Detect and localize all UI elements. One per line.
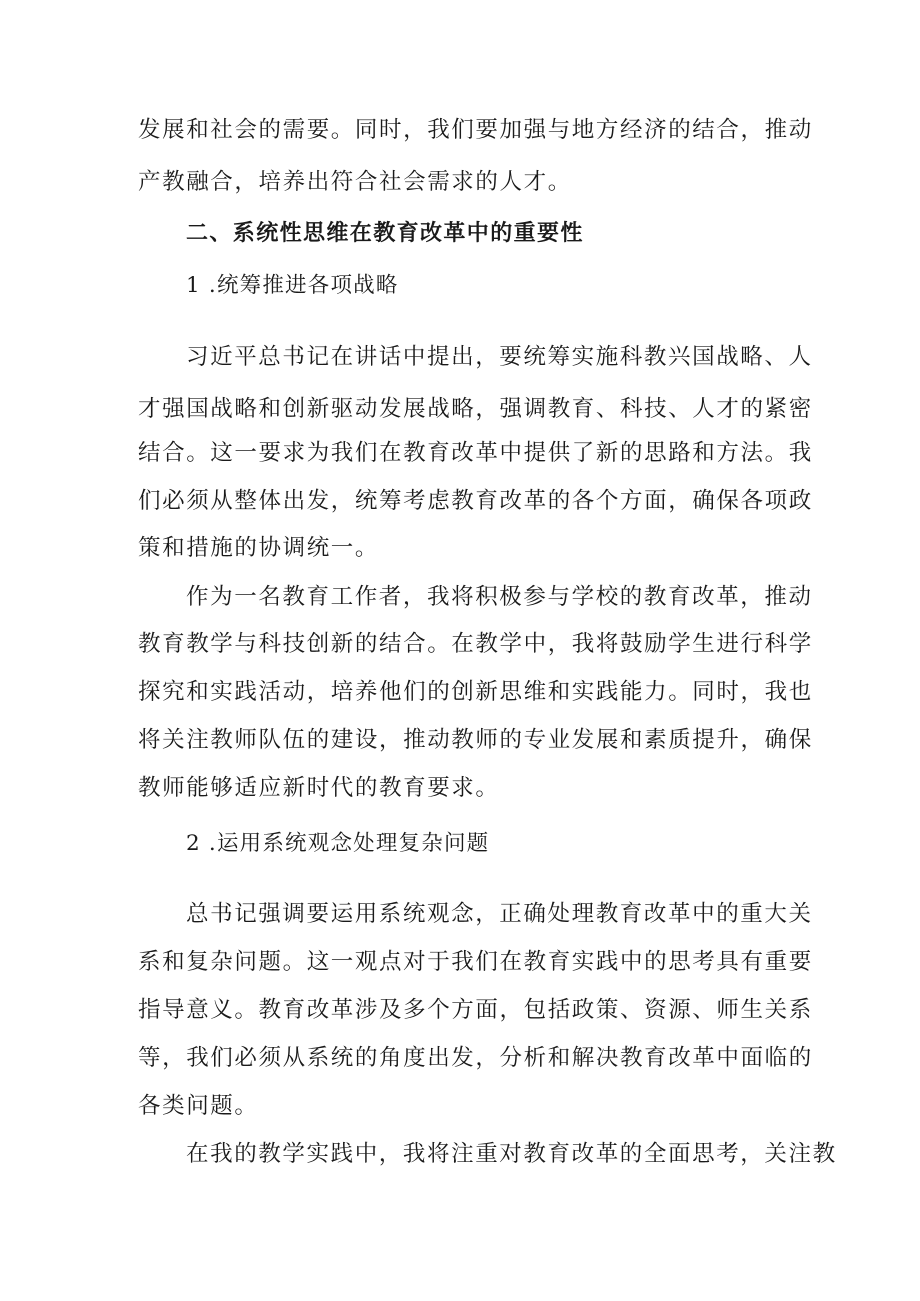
paragraph-line: 们必须从整体出发，统筹考虑教育改革的各个方面，确保各项政 [138,488,813,514]
subsection-title: 2 .运用系统观念处理复杂问题 [186,831,490,856]
paragraph-line: 在我的教学实践中，我将注重对教育改革的全面思考，关注教 [186,1141,837,1167]
subsection-title: 1 .统筹推进各项战略 [186,273,399,298]
paragraph-line: 教师能够适应新时代的教育要求。 [138,775,500,801]
paragraph-line: 结合。这一要求为我们在教育改革中提供了新的思路和方法。我 [138,440,813,466]
paragraph-line: 总书记强调要运用系统观念，正确处理教育改革中的重大关 [186,901,813,927]
paragraph-line: 探究和实践活动，培养他们的创新思维和实践能力。同时，我也 [138,679,813,705]
paragraph-line: 教育教学与科技创新的结合。在教学中，我将鼓励学生进行科学 [138,631,813,657]
paragraph-line: 习近平总书记在讲话中提出，要统筹实施科教兴国战略、人 [186,344,813,370]
paragraph-line: 产教融合，培养出符合社会需求的人才。 [138,169,572,195]
paragraph-line: 各类问题。 [138,1093,259,1119]
paragraph-line: 才强国战略和创新驱动发展战略，强调教育、科技、人才的紧密 [138,396,813,422]
section-heading: 二、系统性思维在教育改革中的重要性 [186,221,584,246]
paragraph-line: 发展和社会的需要。同时，我们要加强与地方经济的结合，推动 [138,117,813,143]
paragraph-line: 指导意义。教育改革涉及多个方面，包括政策、资源、师生关系 [138,997,813,1023]
paragraph-line: 将关注教师队伍的建设，推动教师的专业发展和素质提升，确保 [138,727,813,753]
paragraph-line: 等，我们必须从系统的角度出发，分析和解决教育改革中面临的 [138,1045,813,1071]
paragraph-line: 系和复杂问题。这一观点对于我们在教育实践中的思考具有重要 [138,949,813,975]
paragraph-line: 策和措施的协调统一。 [138,535,380,561]
paragraph-line: 作为一名教育工作者，我将积极参与学校的教育改革，推动 [186,584,813,610]
